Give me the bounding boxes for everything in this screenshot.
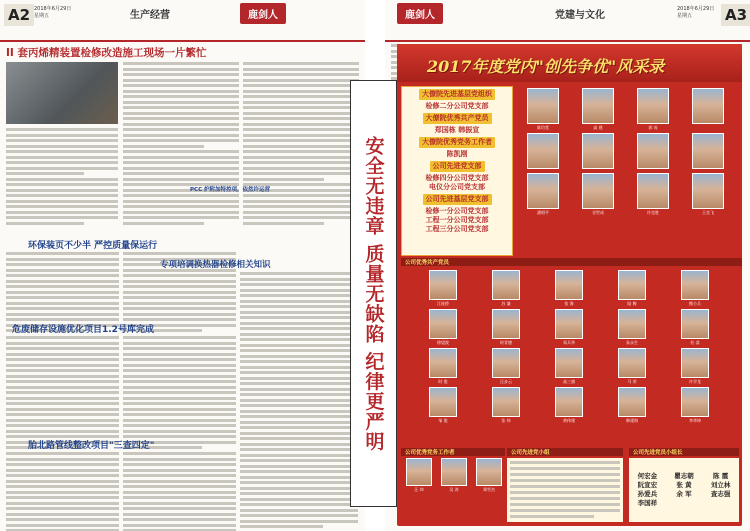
org-item: 检修四分公司党支部 <box>425 174 489 182</box>
youth-heading: 公司先进党员小组长 <box>629 448 739 456</box>
portrait <box>555 270 583 300</box>
heading-advanced-orgs: 大僚院先进基层党组织 <box>419 89 495 100</box>
portrait <box>441 458 467 486</box>
vertical-slogan-box <box>350 80 397 507</box>
person-card: 高 建 <box>572 88 624 130</box>
name-item: 陈 霞 <box>713 472 729 480</box>
heading-excellent-workers: 大僚院优秀共产党员 <box>423 113 492 124</box>
person-card <box>682 88 734 130</box>
left-page <box>0 0 365 531</box>
portrait <box>555 348 583 378</box>
person-card <box>517 133 569 170</box>
portrait <box>582 133 614 169</box>
person-card: 许克胜 <box>627 173 679 215</box>
honors-banner <box>397 44 742 82</box>
person-card: 时 俊 <box>413 348 473 384</box>
person-card <box>572 133 624 170</box>
portrait <box>527 88 559 124</box>
person-card: 时青德 <box>476 309 536 345</box>
name-item: 瞿志朝 <box>674 472 694 480</box>
person-card: 王克飞 <box>682 173 734 215</box>
page-number: A3 <box>721 4 750 26</box>
story-title-training: 专项培调换热器检修相关知识 <box>160 260 271 270</box>
vertical-slogan: 安全无违章 质量无缺陷 纪律更严明 <box>362 135 385 452</box>
org-item: 检修二分公司党支部 <box>425 102 489 110</box>
org-item: 检修一分公司党支部 <box>425 207 489 215</box>
portrait <box>429 309 457 339</box>
portrait <box>618 270 646 300</box>
groups-list <box>507 458 623 522</box>
org-item: 工程一分公司党支部 <box>425 216 489 224</box>
section-title: 生产经营 <box>130 10 170 21</box>
portrait <box>555 309 583 339</box>
org-item: 工程三分公司党支部 <box>425 225 489 233</box>
right-header <box>385 0 750 42</box>
portrait <box>681 387 709 417</box>
portrait <box>618 387 646 417</box>
story-training-body <box>240 272 358 531</box>
name-item: 何宏金 <box>637 472 658 480</box>
portrait <box>492 270 520 300</box>
name-item: 孙爱兵 <box>637 490 658 498</box>
heading-company-advanced: 公司先进党支部 <box>430 161 485 172</box>
portrait <box>681 309 709 339</box>
name-item: 余 军 <box>676 490 692 498</box>
portrait <box>429 387 457 417</box>
portrait <box>692 133 724 169</box>
story-column-1 <box>6 128 118 227</box>
name-item: 查志强 <box>710 490 731 498</box>
org-item: 电仪分公司党支部 <box>429 183 485 191</box>
portrait <box>618 348 646 378</box>
members-heading: 公司优秀共产党员 <box>401 258 742 266</box>
person-card: 江桂桥 <box>413 270 473 306</box>
person-card: 李华坤 <box>665 387 725 423</box>
page-number: A2 <box>4 4 34 26</box>
portrait <box>692 88 724 124</box>
person-card: 苏 谦 <box>476 270 536 306</box>
story-pipeline-body <box>6 452 236 531</box>
honors-banner-title: 2017年度党内"创先争优"风采录 <box>427 57 665 76</box>
story-title-hazard: 危废储存设施优化项目1.2号库完成 <box>12 325 154 335</box>
person-card: 邹 俊 <box>413 387 473 423</box>
person-card: 汪步云 <box>476 348 536 384</box>
person-card: 高三旗 <box>539 348 599 384</box>
story-hazard-body <box>6 336 236 452</box>
portrait <box>429 348 457 378</box>
portrait <box>637 88 669 124</box>
person-card: 郭 成 <box>627 88 679 130</box>
story-title-pipeline: 胎北路管线整改项目"三查四定" <box>28 441 155 451</box>
heading-excellent-affairs: 大僚院优秀党务工作者 <box>419 137 495 148</box>
person-card: 吴 涛 <box>438 458 470 492</box>
person-card: 朱永生 <box>602 309 662 345</box>
construction-photo <box>6 62 118 124</box>
portrait <box>637 133 669 169</box>
header-date: 2018年6月29日 星期五 <box>677 6 715 19</box>
person-card: 陆 梅 <box>602 270 662 306</box>
person-card: 黄伟建 <box>539 387 599 423</box>
story-subtitle: PCC 炉附加特控项，依然许运营 <box>190 187 271 193</box>
portrait <box>555 387 583 417</box>
person-card: 杜 睿 <box>665 309 725 345</box>
heading-company-excellent: 公司先进基层党支部 <box>423 194 492 205</box>
portrait <box>692 173 724 209</box>
person-card: 潘相平 <box>517 173 569 215</box>
story-columns-main <box>123 62 359 227</box>
portrait <box>492 387 520 417</box>
person-card: 谷世成 <box>572 173 624 215</box>
main-headline: II 套丙烯精装置检修改造施工现场一片繁忙 <box>6 47 207 59</box>
person-card <box>682 133 734 170</box>
groups-heading: 公司先进党小组 <box>507 448 623 456</box>
person-card: 张 伟 <box>476 387 536 423</box>
portrait <box>492 309 520 339</box>
name-item: 阮宣宏 <box>637 481 658 489</box>
person-card: 郑雪杰 <box>473 458 505 492</box>
portrait <box>681 270 709 300</box>
person-card <box>627 133 679 170</box>
name-item: 刘立林 <box>710 481 731 489</box>
portrait <box>618 309 646 339</box>
person-card: 许学龙 <box>665 348 725 384</box>
affairs-workers-heading: 公司优秀党务工作者 <box>401 448 505 456</box>
portrait <box>681 348 709 378</box>
person-card: 邹兵华 <box>539 309 599 345</box>
photo-grid-members <box>413 270 725 423</box>
affairs-item: 陈凯刚 <box>446 150 468 158</box>
photo-grid-affairs <box>403 458 505 492</box>
person-card: 徐望波 <box>413 309 473 345</box>
youth-names <box>629 458 739 522</box>
portrait <box>527 133 559 169</box>
name-item: 李国祥 <box>637 499 658 507</box>
portrait <box>476 458 502 486</box>
portrait <box>406 458 432 486</box>
portrait <box>492 348 520 378</box>
paper-logo: 鹿剑人 <box>397 3 443 24</box>
left-header <box>0 0 365 42</box>
photo-grid-top <box>517 88 734 215</box>
portrait <box>582 88 614 124</box>
person-card: 张 海 <box>539 270 599 306</box>
person-card: 马 荣 <box>602 348 662 384</box>
header-date: 2018年6月29日 星期五 <box>34 6 72 19</box>
story-title-env: 环保装页不少半 严控质量保运行 <box>28 241 158 251</box>
paper-logo: 鹿剑人 <box>240 3 286 24</box>
name-item: 张 黄 <box>676 481 692 489</box>
person-card: 韩建海 <box>602 387 662 423</box>
person-card: 熊小兵 <box>665 270 725 306</box>
portrait <box>429 270 457 300</box>
honors-list-box <box>401 86 513 256</box>
portrait <box>527 173 559 209</box>
section-title: 党建与文化 <box>555 10 605 21</box>
honors-panel <box>397 44 742 526</box>
person-card: 陈均堂 <box>517 88 569 130</box>
portrait <box>582 173 614 209</box>
person-card: 汪 坤 <box>403 458 435 492</box>
excellent-workers: 郑国栋 韩振宣 <box>434 126 480 134</box>
portrait <box>637 173 669 209</box>
